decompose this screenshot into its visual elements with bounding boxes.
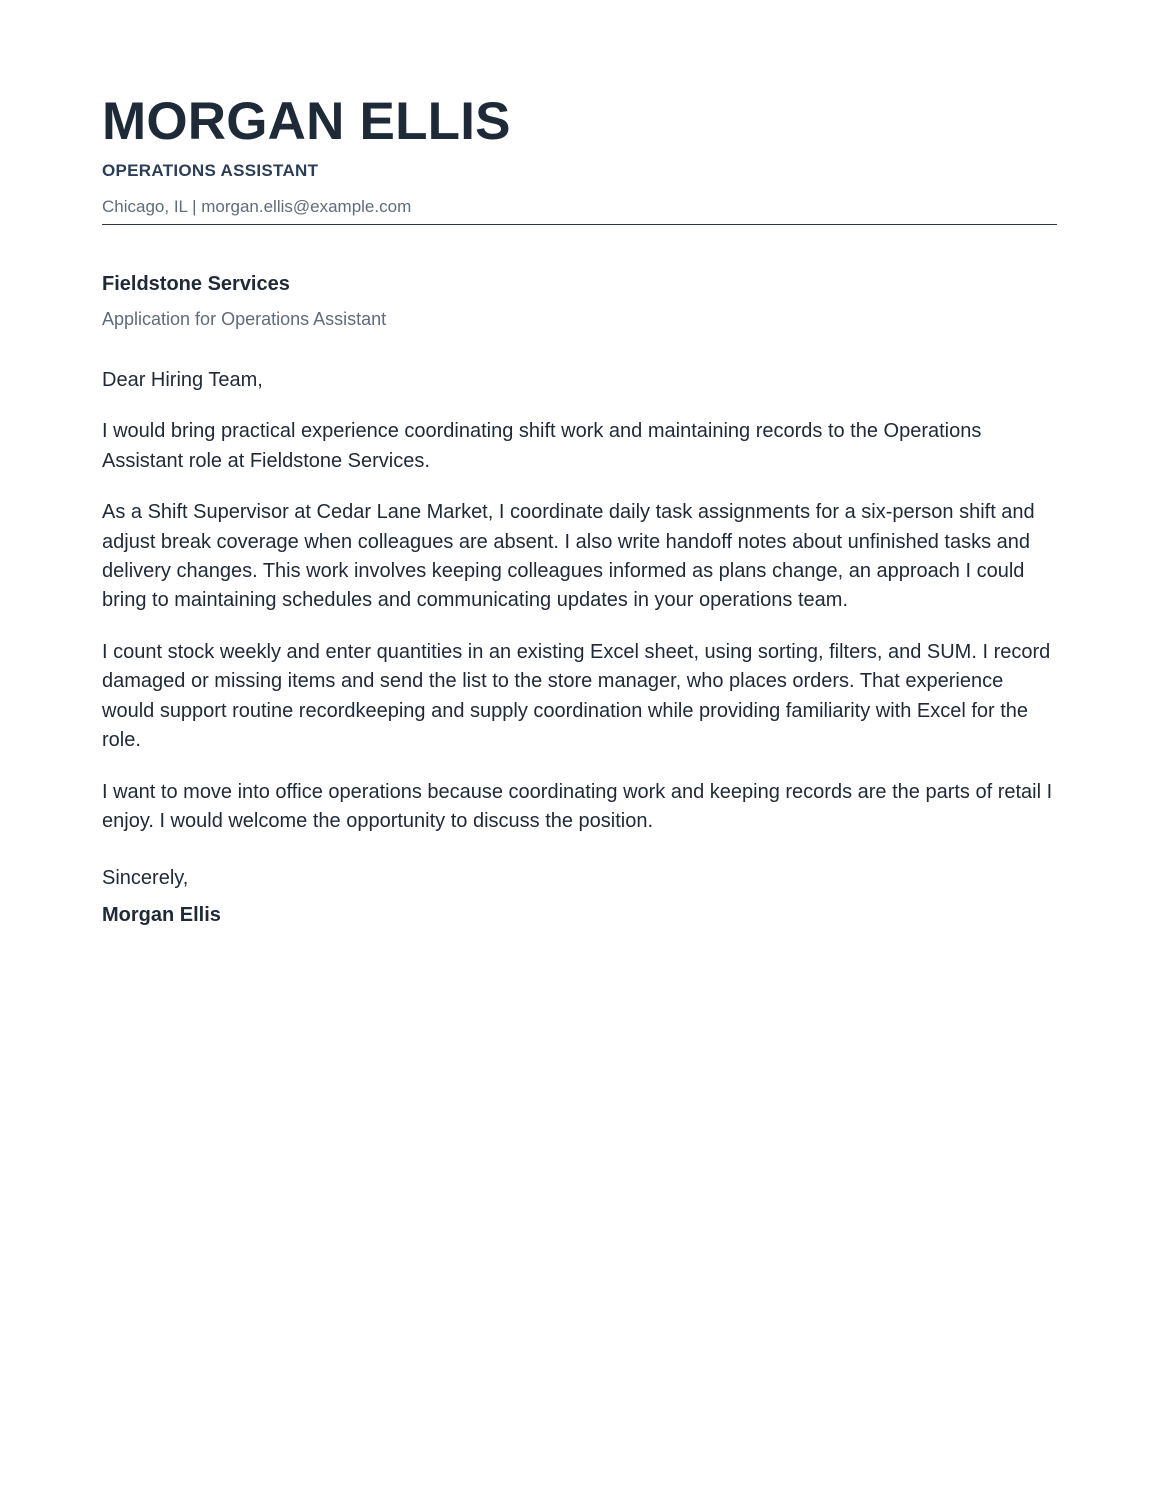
letter-paragraph: I would bring practical experience coordinating shift work and maintaining records to the Operations Assistant role at Fieldstone Services.: [102, 420, 982, 472]
salutation: Dear Hiring Team,: [102, 369, 263, 391]
letter-body: [102, 366, 1057, 859]
letter-paragraph: As a Shift Supervisor at Cedar Lane Market, I coordinate daily task assignments for a six-person shift and adjust break coverage when colleagues are absent. I also write handoff notes about unfinished tasks and delivery changes. This work involves keeping colleagues informed as plans change, an approach I could bring to maintaining schedules and communicating updates in your operations team.: [102, 501, 1035, 612]
signature: Morgan Ellis: [102, 904, 221, 926]
application-subject: Application for Operations Assistant: [102, 309, 387, 329]
header-divider: [102, 224, 1057, 225]
closing: Sincerely,: [102, 867, 189, 889]
applicant-name: MORGAN ELLIS: [102, 92, 511, 151]
letter-paragraph: I count stock weekly and enter quantities in an existing Excel sheet, using sorting, filters, and SUM. I record damaged or missing items and send the list to the store manager, who places orders. That experience would support routine recordkeeping and supply coordination while providing familiarity with Excel for the role.: [102, 641, 1051, 751]
contact-line: Chicago, IL | morgan.ellis@example.com: [102, 197, 412, 216]
letter-paragraph: I want to move into office operations because coordinating work and keeping records are the parts of retail I enjoy. I would welcome the opportunity to discuss the position.: [102, 780, 1053, 833]
recipient-company: Fieldstone Services: [102, 273, 290, 295]
applicant-role: OPERATIONS ASSISTANT: [102, 161, 319, 180]
